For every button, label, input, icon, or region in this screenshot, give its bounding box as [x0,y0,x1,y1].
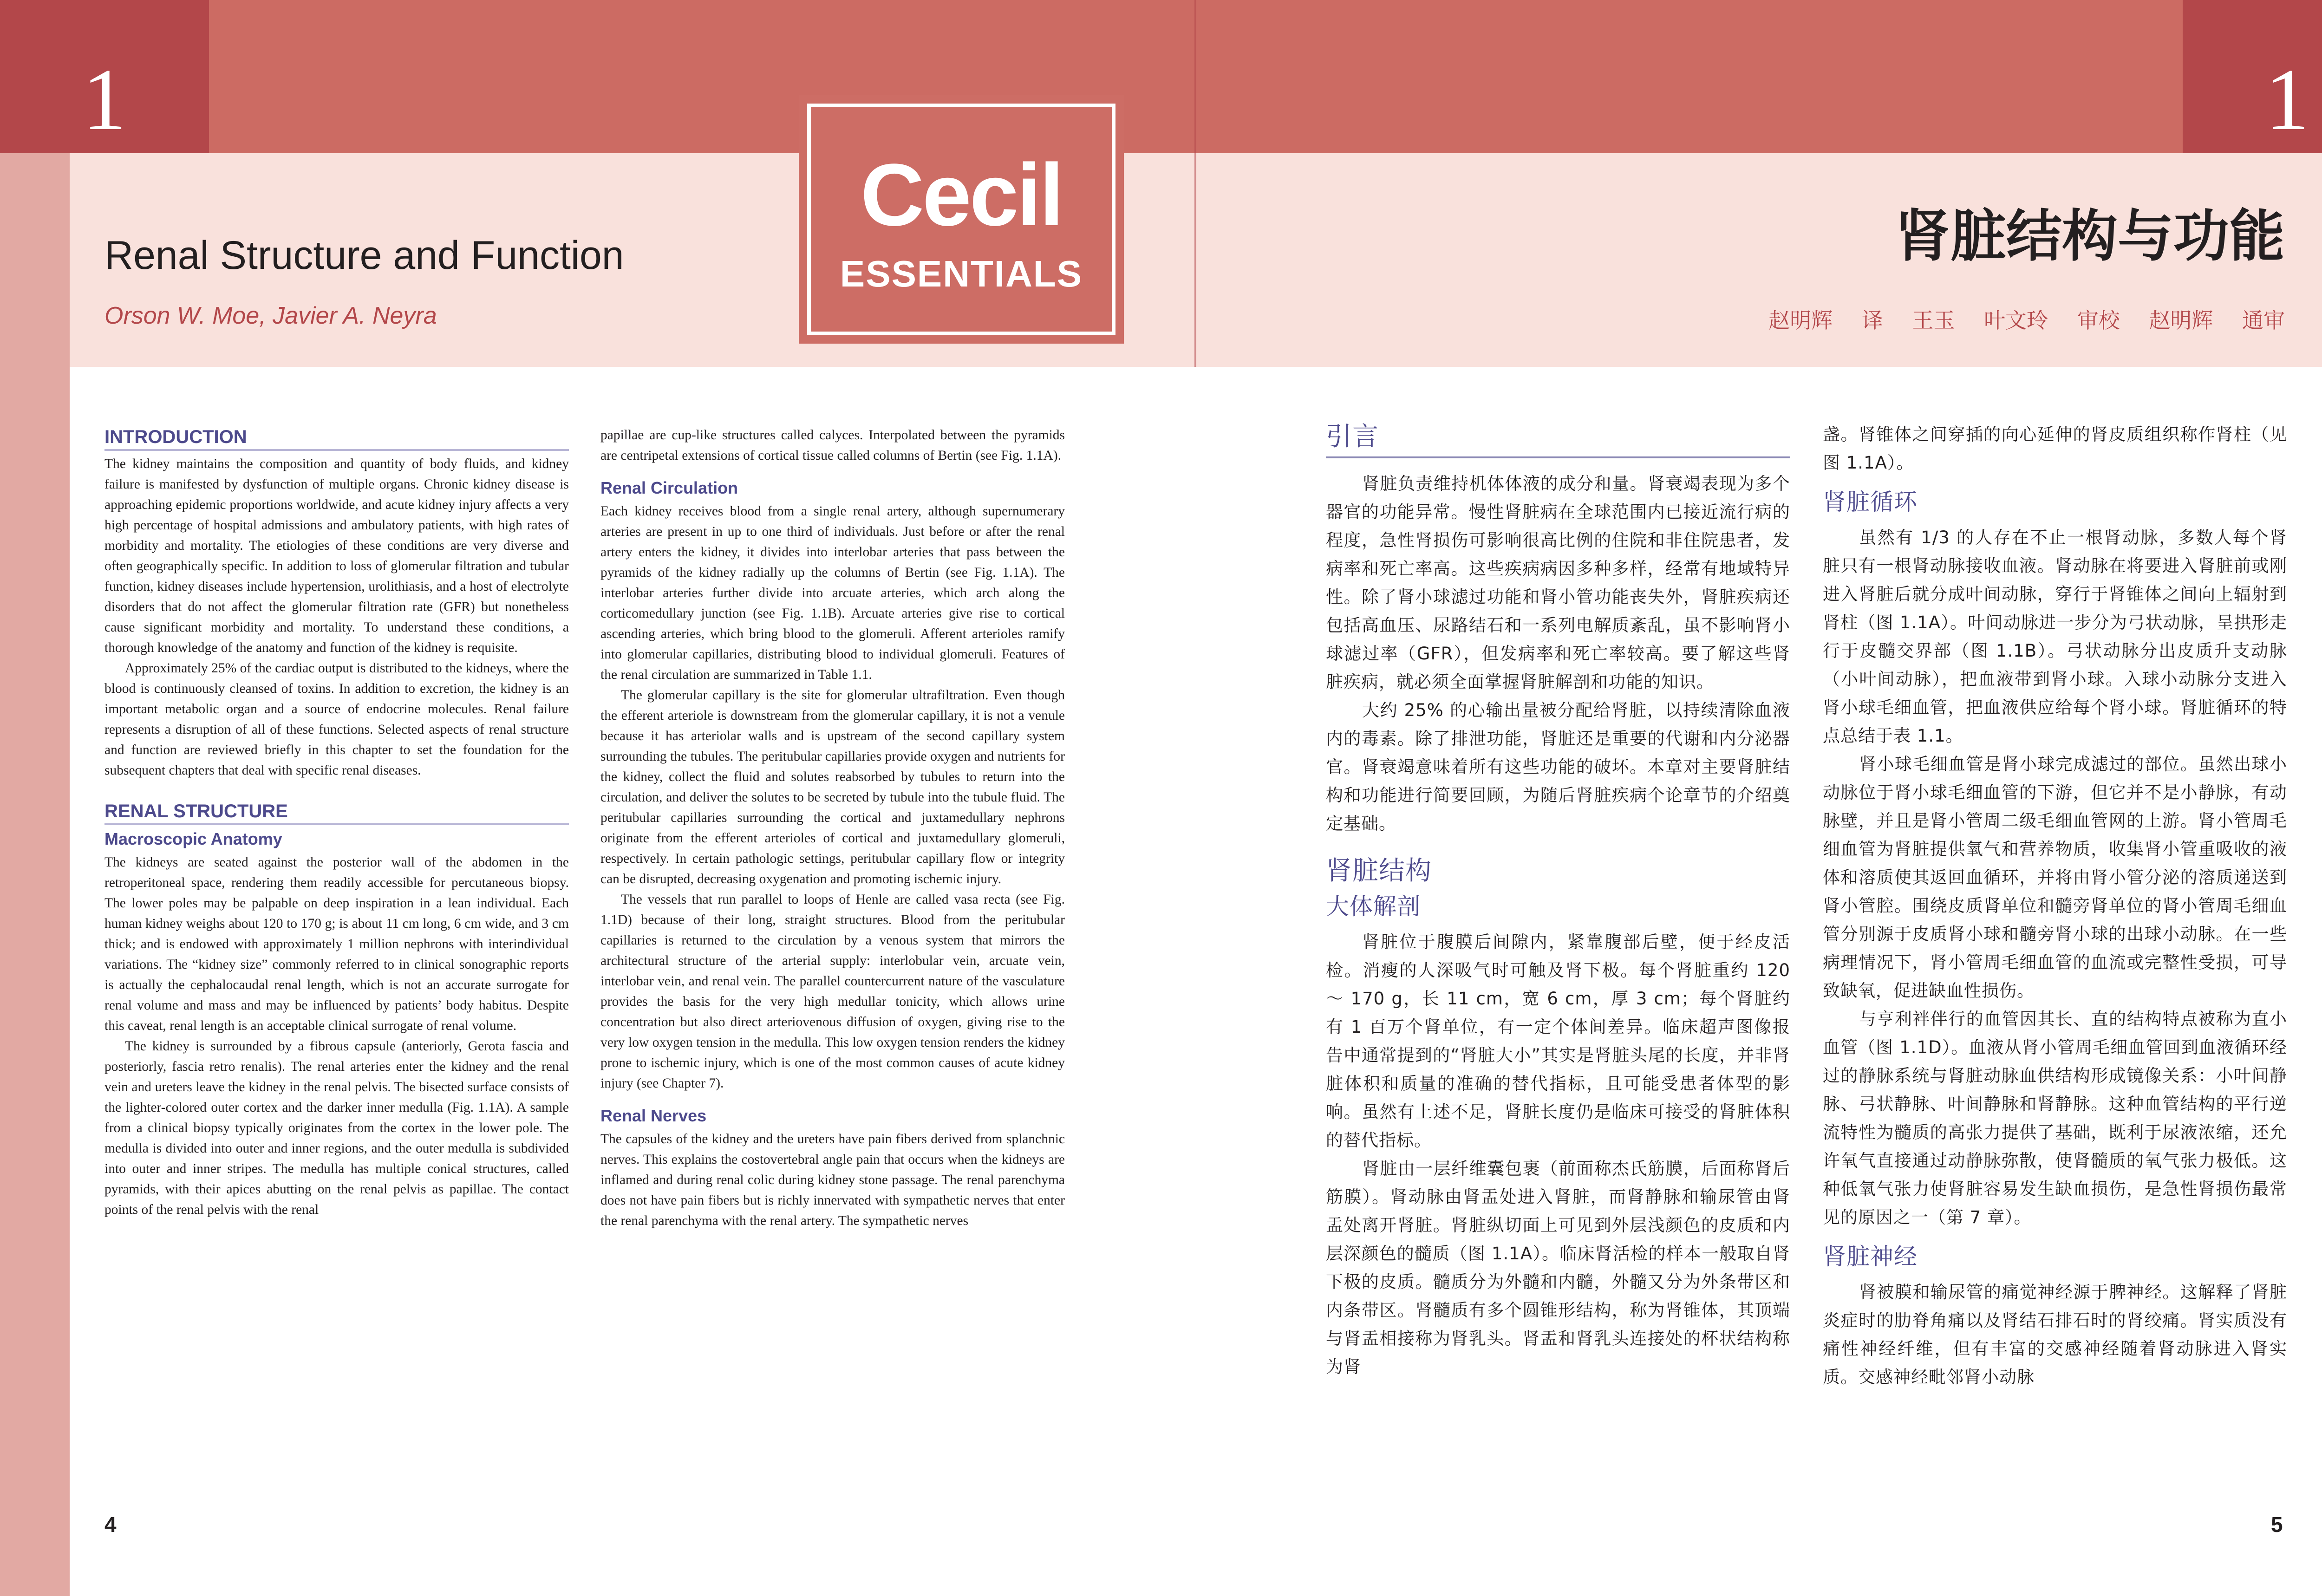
paragraph: The capsules of the kidney and the ureters have pain fibers derived from splanchnic nerves. This explains the costovertebral angle pain that occurs when the kidneys are inflamed and during renal colic during kidney stone passage. The renal parenchyma does not have pain fibers but is richly innervated with sympathetic nerves that enter the renal parenchyma with the renal artery. The sympathetic nerves [600,1132,1065,1228]
paragraph: The kidneys are seated against the posterior wall of the abdomen in the retroperitoneal space, rendering them readily accessible for percutaneous biopsy. The lower poles may be palpable on deep inspiration in a lean individual. Each human kidney weighs about 120 to 170 g; is about 11 cm long, 6 cm wide, and 3 cm thick; and is endowed with approximately 1 million nephrons with interindividual variations. The “kidney size” commonly referred to in clinical sonographic reports is actually the cephalocaudal renal length, which is not an accurate surrogate for renal volume and mass and may be influenced by patients’ body habitus. Despite this caveat, renal length is an acceptable clinical surrogate of renal volume. [104,855,569,1033]
paragraph: 大约 25% 的心输出量被分配给肾脏，以持续清除血液内的毒素。除了排泄功能，肾脏还是重要的代谢和内分泌器官。肾衰竭意味着所有这些功能的破坏。本章对主要肾脏结构和功能进行简要回顾，为随后肾脏疾病个论章节的介绍奠定基础。 [1326,700,1790,834]
section-heading-renal-structure: RENAL STRUCTURE [104,799,569,825]
section-heading-introduction: INTRODUCTION [104,425,569,451]
paragraph: 与亨利袢伴行的血管因其长、直的结构特点被称为直小血管（图 1.1D）。血液从肾小管周毛细血管回到血液循环经过的静脉系统与肾脏动脉血供结构形成镜像关系：小叶间静脉、弓状静脉、叶间静脉和肾静脉。这种血管结构的平行逆流特性为髓质的高张力提供了基础，既利于尿液浓缩，还允许氧气直接通过动静脉弥散，使肾髓质的氧气张力极低。这种低氧气张力使肾脏容易发生缺血损伤，是急性肾损伤最常见的原因之一（第 7 章）。 [1823,1009,2287,1227]
chapter-title-zh: 肾脏结构与功能 [1895,204,2285,269]
zh-column-1 [1326,420,1790,1381]
paragraph: Each kidney receives blood from a single renal artery, although supernumerary arteries are present in up to one third of individuals. Just before or after the renal artery enters the kidney, it divides into interlobar arteries that pass between the pyramids of the kidney radially up the columns of Bertin (see Fig. 1.1A). The interlobar arteries further divide into arcuate arteries, which arch along the corticomedullary junction (see Fig. 1.1B). Arcuate arteries give rise to cortical ascending arteries, which bring blood to the glomeruli. Afferent arterioles ramify into glomerular capillaries, distributing blood to individual glomeruli. Features of the renal circulation are summarized in Table 1.1. [600,504,1065,682]
chapter-number-left: 1 [82,51,127,149]
credit-role-final: 通审 [2242,308,2285,333]
paragraph: papillae are cup-like structures called calyces. Interpolated between the pyramids are centripetal extensions of cortical tissue called columns of Bertin (see Fig. 1.1A). [600,428,1065,463]
paragraph: 肾脏位于腹膜后间隙内，紧靠腹部后壁，便于经皮活检。消瘦的人深吸气时可触及肾下极。每个肾脏重约 120 ～ 170 g，长 11 cm，宽 6 cm，厚 3 cm；每个肾脏约有 1 百万个肾单位，有一定个体间差异。临床超声图像报告中通常提到的“肾脏大小”其实是肾脏头尾的长度，并非肾脏体积和质量的准确的替代指标，且可能受患者体型的影响。虽然有上述不足，肾脏长度仍是临床可接受的肾脏体积的替代指标。 [1326,932,1790,1150]
paragraph: 肾小球毛细血管是肾小球完成滤过的部位。虽然出球小动脉位于肾小球毛细血管的下游，但它并不是小静脉，有动脉壁，并且是肾小管周二级毛细血管网的上游。肾小管周毛细血管为肾脏提供氧气和营养物质，收集肾小管重吸收的液体和溶质使其返回血循环，并将由肾小管分泌的溶质递送到肾小管腔。围绕皮质肾单位和髓旁肾单位的肾小管周毛细血管分别源于皮质肾小球和髓旁肾小球的出球小动脉。在一些病理情况下，肾小管周毛细血管的血流或完整性受损，可导致缺氧，促进缺血性损伤。 [1823,754,2287,1001]
logo-subtitle: ESSENTIALS [840,253,1083,294]
top-banner [0,0,2322,153]
credit-role-review: 审校 [2077,308,2120,333]
subheading-renal-nerves: Renal Nerves [600,1106,707,1125]
chapter-tab-right [2183,0,2322,153]
page-number-left: 4 [104,1512,117,1537]
page-spine [1194,0,1196,367]
left-margin-strip [0,153,70,1596]
paragraph: The kidney maintains the composition and quantity of body fluids, and kidney failure is manifested by dysfunction of multiple organs. Chronic kidney disease is approaching epidemic proportions worldwide, and acute kidney injury affects a very high percentage of hospital admissions and ambulatory patients, with high rates of morbidity and mortality. The etiologies of these conditions are very diverse and often geographically specific. In addition to loss of glomerular filtration and tubular function, kidney diseases include hypertension, urolithiasis, and a host of electrolyte disorders that do not affect the glomerular filtration rate (GFR) but nonetheless cause significant morbidity and mortality. To understand these conditions, a thorough knowledge of the anatomy and function of the kidney is requisite. [104,456,569,655]
paragraph: The kidney is surrounded by a fibrous capsule (anteriorly, Gerota fascia and posteriorly, fascia retro renalis). The renal arteries enter the kidney and the renal vein and ureters leave the kidney in the renal pelvis. The bisected surface consists of the lighter-colored outer cortex and the darker inner medulla (Fig. 1.1A). A sample from a clinical biopsy typically originates from the cortex in the lower pole. The medulla is divided into outer and inner regions, and the outer medulla is subdivided into outer and inner stripes. The medulla has multiple conical structures, called pyramids, with their apices abutting on the renal pelvis as papillae. The contact points of the renal pelvis with the renal [104,1039,569,1217]
cecil-essentials-logo [799,95,1124,344]
section-heading-structure-zh: 肾脏结构 [1326,856,1432,886]
logo-wordmark: Cecil [860,146,1063,244]
section-heading-intro-zh: 引言 [1326,420,1790,458]
chapter-authors-en: Orson W. Moe, Javier A. Neyra [104,302,437,329]
chapter-credits-zh [1746,306,2285,334]
paragraph: 肾脏由一层纤维囊包裹（前面称杰氏筋膜，后面称肾后筋膜）。肾动脉由肾盂处进入肾脏，而肾静脉和输尿管由肾盂处离开肾脏。肾脏纵切面上可见到外层浅颜色的皮质和内层深颜色的髓质（图 1.1A）。临床肾活检的样本一般取自肾下极的皮质。髓质分为外髓和内髓，外髓又分为外条带区和内条带区。肾髓质有多个圆锥形结构，称为肾锥体，其顶端与肾盂相接称为肾乳头。肾盂和肾乳头连接处的杯状结构称为肾 [1326,1159,1790,1377]
paragraph: 肾脏负责维持机体体液的成分和量。肾衰竭表现为多个器官的功能异常。慢性肾脏病在全球范围内已接近流行病的程度，急性肾损伤可影响很高比例的住院和非住院患者，发病率和死亡率高。这些疾病病因多种多样，经常有地域特异性。除了肾小球滤过功能和肾小管功能丧失外，肾脏疾病还包括高血压、尿路结石和一系列电解质紊乱，虽不影响肾小球滤过率（GFR），但发病率和死亡率较高。要了解这些肾脏疾病，就必须全面掌握肾脏解剖和功能的知识。 [1326,474,1790,692]
zh-column-2 [1823,420,2287,1391]
en-column-1 [104,425,569,1220]
paragraph: The vessels that run parallel to loops of Henle are called vasa recta (see Fig. 1.1D) because of their long, straight structures. Blood from the peritubular capillaries is returned to the circulation by a venous system that mirrors the architectural structure of the arterial supply: interlobular vein, arcuate vein, interlobar vein, and renal vein. The parallel countercurrent nature of the vasculature provides the basis for the very high medullar tonicity, which allows urine concentration but also direct arteriovenous diffusion of oxygen, giving rise to the very low oxygen tension in the medulla. This low oxygen tension renders the kidney prone to ischemic injury, which is one of the most common causes of acute kidney injury (see Chapter 7). [600,892,1065,1091]
paragraph: 盏。肾锥体之间穿插的向心延伸的肾皮质组织称作肾柱（见图 1.1A）。 [1823,424,2287,473]
credit-translator: 赵明辉 [1768,308,1833,333]
paragraph: 肾被膜和输尿管的痛觉神经源于脾神经。这解释了肾脏炎症时的肋脊角痛以及肾结石排石时的肾绞痛。肾实质没有痛性神经纤维，但有丰富的交感神经随着肾动脉进入肾实质。交感神经毗邻肾小动脉 [1823,1282,2287,1387]
paragraph: 虽然有 1/3 的人存在不止一根肾动脉，多数人每个肾脏只有一根肾动脉接收血液。肾动脉在将要进入肾脏前或刚进入肾脏后就分成叶间动脉，穿行于肾锥体之间向上辐射到肾柱（图 1.1A）。叶间动脉进一步分为弓状动脉，呈拱形走行于皮髓交界部（图 1.1B）。弓状动脉分出皮质升支动脉（小叶间动脉），把血液带到肾小球。入球小动脉分支进入肾小球毛细血管，把血液供应给每个肾小球。肾脏循环的特点总结于表 1.1。 [1823,528,2287,746]
page-number-right: 5 [2271,1512,2283,1537]
chapter-tab-left [0,0,209,153]
subheading-circulation-zh: 肾脏循环 [1823,489,1918,515]
credit-reviewer-2: 叶文玲 [1984,308,2048,333]
credit-final-reviewer: 赵明辉 [2149,308,2213,333]
paragraph: The glomerular capillary is the site for glomerular ultrafiltration. Even though the efferent arteriole is downstream from the glomerular capillary, it is not a venule because it has arteriolar walls and is upstream of the second capillary system surrounding the tubules. The peritubular capillaries provide oxygen and nutrients for the kidney, collect the fluid and solutes reabsorbed by tubules to return into the circulation, and deliver the solutes to be secreted by tubule into the tubule fluid. The peritubular capillaries surrounding the cortical and juxtamedullary nephrons originate from the efferent arterioles of cortical and juxtamedullary glomeruli, respectively. In certain pathologic settings, peritubular capillary flow or integrity can be disrupted, decreasing oxygenation and promoting ischemic injury. [600,688,1065,886]
en-column-2 [600,425,1065,1231]
paragraph: Approximately 25% of the cardiac output is distributed to the kidneys, where the blood is continuously cleansed of toxins. In addition to excretion, the kidney is an important metabolic organ and a source of endocrine molecules. Renal failure represents a disruption of all of these functions. Selected aspects of renal structure and function are reviewed briefly in this chapter to set the foundation for the subsequent chapters that deal with specific renal diseases. [104,661,569,778]
subheading-renal-circulation: Renal Circulation [600,478,738,497]
subheading-macro-zh: 大体解剖 [1326,893,1421,920]
credit-role-translate: 译 [1861,308,1883,333]
subheading-macroscopic-anatomy: Macroscopic Anatomy [104,829,282,848]
credit-reviewer-1: 王玉 [1912,308,1955,333]
chapter-title-en: Renal Structure and Function [104,233,624,278]
chapter-number-right: 1 [2265,51,2309,149]
subheading-nerves-zh: 肾脏神经 [1823,1243,1918,1270]
